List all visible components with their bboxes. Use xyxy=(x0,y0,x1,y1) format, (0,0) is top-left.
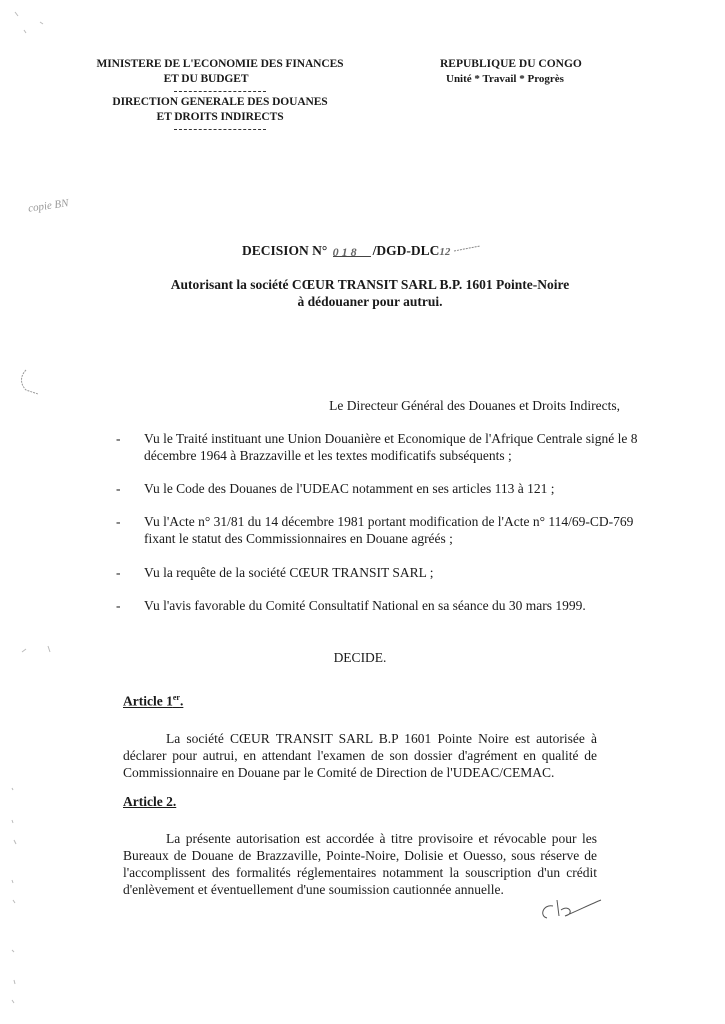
subtitle-line-1: Autorisant la société CŒUR TRANSIT SARL B.P. 1601 Pointe-Noire xyxy=(170,277,570,292)
corner-marks xyxy=(10,2,50,42)
article-2-text: La présente autorisation est accordée à titre provisoire et révocable pour les Bureaux de Douane de Brazzaville, Pointe-Noire, Dolisie et Ouesso, sous réserve de l'accomplissent des formalités réglementaires notamment la souscription d'un crédit d'enlèvement et éventuellement d'une soumission cautionnée annuelle. xyxy=(123,831,597,897)
direction-line-2: ET DROITS INDIRECTS xyxy=(156,111,284,123)
separator xyxy=(174,129,266,130)
consideration-text: Vu l'avis favorable du Comité Consultatif National en sa séance du 30 mars 1999. xyxy=(144,598,586,613)
bullet-dash: - xyxy=(116,598,121,613)
ministry-line-1: MINISTERE DE L'ECONOMIE DES FINANCES xyxy=(96,58,344,70)
bullet-dash: - xyxy=(116,514,121,529)
bullet-dash: - xyxy=(116,481,121,496)
director-line: Le Directeur Général des Douanes et Droits Indirects, xyxy=(329,398,620,413)
consideration-text: Vu le Code des Douanes de l'UDEAC notamment en ses articles 113 à 121 ; xyxy=(144,481,555,496)
consideration-text: Vu la requête de la société CŒUR TRANSIT SARL ; xyxy=(144,565,434,580)
article-1-label: Article 1 xyxy=(123,693,173,709)
article-1-title xyxy=(123,693,183,710)
consideration-item xyxy=(118,480,638,497)
decision-suffix-handwritten: 12 xyxy=(439,246,451,258)
article-1-end: . xyxy=(179,693,184,709)
consideration-item xyxy=(118,513,638,547)
separator xyxy=(174,91,266,92)
initials-signature xyxy=(535,890,605,925)
bullet-dash: - xyxy=(116,565,121,580)
ministry-line-2: ET DU BUDGET xyxy=(163,73,249,85)
decision-number-handwritten: 0 1 8 xyxy=(333,244,371,257)
margin-mark xyxy=(18,368,48,398)
margin-note: copie BN xyxy=(27,197,70,215)
article-1-sup: er xyxy=(172,693,180,702)
decision-prefix: DECISION N° xyxy=(242,243,328,258)
ministry-header xyxy=(60,57,380,133)
consideration-item xyxy=(118,597,638,614)
direction-line-1: DIRECTION GENERALE DES DOUANES xyxy=(112,96,328,108)
article-2-title: Article 2. xyxy=(123,794,177,809)
article-1-text: La société CŒUR TRANSIT SARL B.P 1601 Pointe Noire est autorisée à déclarer pour autrui, en attendant l'examen de son dossier d'agrément en qualité de Commissionnaire en Douane par le Comité de Direction de l'UDEAC/CEMAC. xyxy=(123,731,597,780)
consideration-text: Vu l'Acte n° 31/81 du 14 décembre 1981 portant modification de l'Acte n° 114/69-CD-769 fixant le statut des Commissionnaires en Douane agréés ; xyxy=(144,514,634,546)
margin-mark xyxy=(18,640,68,660)
decision-title xyxy=(242,243,480,259)
margin-dots xyxy=(6,780,26,1020)
republic-header xyxy=(440,57,630,87)
bullet-dash: - xyxy=(116,431,121,446)
subtitle-line-2: à dédouaner pour autrui. xyxy=(297,294,443,309)
consideration-text: Vu le Traité instituant une Union Douanière et Economique de l'Afrique Centrale signé le 8 décembre 1964 à Brazzaville et les textes modificatifs subséquents ; xyxy=(144,431,638,463)
republic-motto: Unité * Travail * Progrès xyxy=(446,73,564,85)
republic-name: REPUBLIQUE DU CONGO xyxy=(440,58,582,70)
consideration-item xyxy=(118,430,638,464)
decide-heading: DECIDE. xyxy=(333,650,387,665)
handwritten-stroke xyxy=(454,245,480,253)
decision-subtitle xyxy=(120,276,620,310)
consideration-item xyxy=(118,564,638,581)
decision-suffix: /DGD-DLC xyxy=(372,243,440,258)
